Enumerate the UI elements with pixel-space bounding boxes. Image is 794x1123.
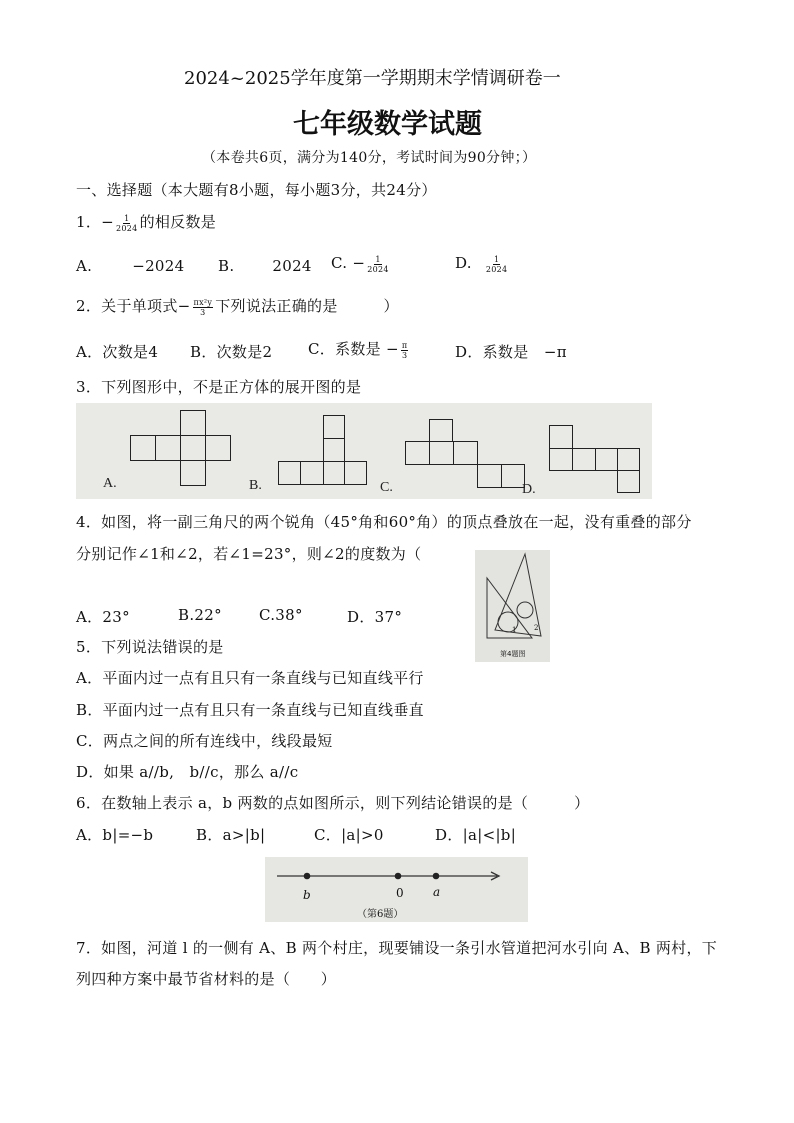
angle-1-label: 1 — [512, 626, 517, 634]
question-6: 6．在数轴上表示 a，b 两数的点如图所示，则下列结论错误的是（ ） — [76, 794, 590, 812]
q5-option-a: A．平面内过一点有且只有一条直线与已知直线平行 — [76, 669, 424, 687]
q2-fraction: $\frac{\text{πx²y}}{3}$ — [193, 297, 213, 317]
q1-option-c: C. − $\frac{1}{2024}$ — [331, 254, 389, 274]
axis-label-zero: 0 — [396, 886, 404, 900]
question-3: 3．下列图形中，不是正方体的展开图的是 — [76, 378, 362, 396]
q2-option-d: D．系数是 −π — [455, 343, 567, 361]
option-c-label: C. — [380, 480, 393, 495]
q6-figure-caption: （第6题） — [357, 909, 404, 920]
q4-figure-caption: 第4题图 — [500, 650, 526, 658]
q5-option-d: D．如果 a//b, b//c，那么 a//c — [76, 763, 299, 781]
q1-fraction: $\frac{1}{2024}$ — [116, 213, 138, 233]
question-7-line2: 列四种方案中最节省材料的是（ ） — [76, 970, 337, 988]
q1-option-b: B. 2024 — [218, 257, 312, 275]
q1-prefix: 1．− — [76, 213, 115, 231]
q6-option-b: B．a>|b| — [196, 826, 266, 844]
q4-option-b: B.22° — [178, 606, 222, 624]
option-a-label: A. — [103, 476, 117, 491]
exam-line: 2024~2025学年度第一学期期末学情调研卷一 — [184, 68, 561, 89]
point-a — [433, 873, 440, 880]
q4-option-c: C.38° — [259, 606, 303, 624]
question-4-line2: 分别记作∠1和∠2，若∠1=23°，则∠2的度数为（ — [76, 545, 422, 563]
exam-note: （本卷共6页，满分为140分，考试时间为90分钟；） — [202, 150, 537, 166]
q2-option-c: C．系数是 − $\frac{\pi}{3}$ — [308, 340, 408, 360]
axis-label-a: a — [433, 885, 441, 899]
cube-nets-figure — [76, 403, 652, 499]
q5-option-b: B．平面内过一点有且只有一条直线与已知直线垂直 — [76, 701, 424, 719]
number-line-figure — [265, 857, 528, 922]
q4-option-a: A．23° — [76, 608, 130, 626]
question-5: 5．下列说法错误的是 — [76, 638, 224, 656]
option-b-label: B. — [249, 478, 262, 493]
q1-option-a: A. −2024 — [76, 257, 185, 275]
q4-figure — [475, 550, 550, 662]
option-d-label: D. — [522, 482, 536, 497]
page-title: 七年级数学试题 — [293, 109, 482, 140]
q5-option-c: C．两点之间的所有连线中，线段最短 — [76, 732, 333, 750]
q2-option-a: A．次数是4 — [76, 343, 159, 361]
q6-option-c: C．|a|>0 — [314, 826, 384, 844]
angle-2-label: 2 — [534, 624, 539, 632]
axis-label-b: b — [303, 888, 311, 902]
question-2: 2．关于单项式− $\frac{\text{πx²y}}{3}$ 下列说法正确的是 ） — [76, 297, 399, 317]
point-zero — [395, 873, 402, 880]
q4-option-d: D．37° — [347, 608, 403, 626]
q6-option-d: D．|a|<|b| — [435, 826, 517, 844]
question-4-line1: 4．如图，将一副三角尺的两个锐角（45°角和60°角）的顶点叠放在一起，没有重叠的部分 — [76, 513, 692, 531]
section-heading: 一、选择题（本大题有8小题，每小题3分，共24分） — [76, 181, 437, 199]
q6-option-a: A．b|=−b — [76, 826, 154, 844]
q2-option-b: B．次数是2 — [190, 343, 273, 361]
q1-suffix: 的相反数是 — [139, 213, 217, 231]
q1-option-d: D. $\frac{1}{2024}$ — [455, 254, 508, 274]
question-7-line1: 7．如图，河道 l 的一侧有 A、B 两个村庄，现要铺设一条引水管道把河水引向 A、B 两村，下 — [76, 939, 718, 957]
point-b — [304, 873, 311, 880]
question-1 — [76, 211, 216, 233]
